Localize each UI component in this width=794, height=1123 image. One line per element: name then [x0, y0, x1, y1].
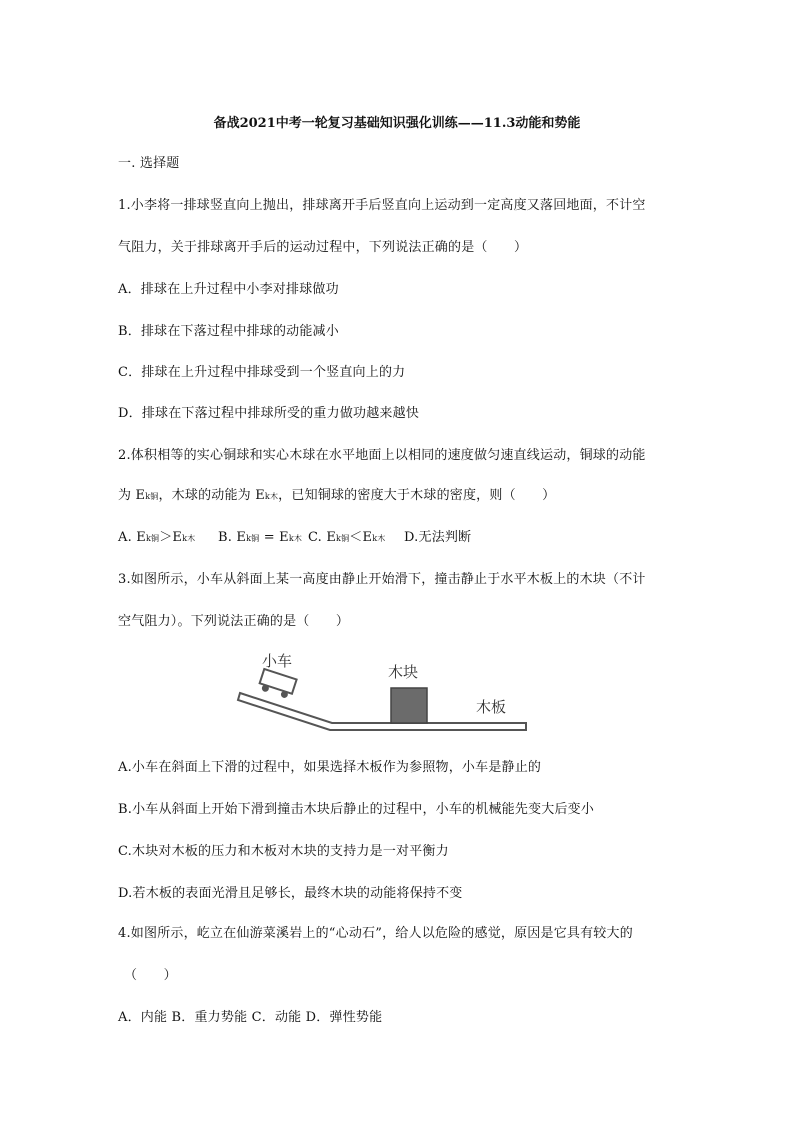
q3-option-c: C.木块对木板的压力和木板对木块的支持力是一对平衡力 [118, 844, 449, 859]
q2-subscript: k铜 [145, 492, 159, 501]
label-block: 木块 [388, 663, 419, 681]
q1-option-c: C．排球在上升过程中排球受到一个竖直向上的力 [118, 365, 406, 380]
q3-stem-line2: 空气阻力）。下列说法正确的是（ ） [118, 614, 350, 629]
q2-options [118, 526, 471, 545]
q3-option-b: B.小车从斜面上开始下滑到撞击木块后静止的过程中，小车的机械能先变大后变小 [118, 802, 595, 817]
q2-text: 为 E [118, 488, 146, 503]
q4-stem-line2: （ ） [124, 968, 177, 983]
cart-shape [258, 669, 297, 700]
q1-stem-line2: 气阻力，关于排球离开手后的运动过程中，下列说法正确的是（ ） [118, 240, 528, 255]
q3-stem-line1: 3.如图所示，小车从斜面上某一高度由静止开始滑下，撞击静止于水平木板上的木块（不计 [118, 572, 646, 587]
label-board: 木板 [476, 698, 507, 716]
q4-stem-line1: 4.如图所示，屹立在仙游菜溪岩上的“心动石”，给人以危险的感觉，原因是它具有较大的 [118, 926, 633, 941]
q1-option-d: D．排球在下落过程中排球所受的重力做功越来越快 [118, 406, 420, 421]
q2-stem-line2 [118, 484, 555, 503]
q2-option-d: D.无法判断 [404, 530, 472, 545]
q3-option-a: A.小车在斜面上下滑的过程中，如果选择木板作为参照物，小车是静止的 [118, 760, 542, 775]
q4-options: A．内能 B．重力势能 C．动能 D．弹性势能 [118, 1010, 383, 1025]
q1-option-a: A．排球在上升过程中小李对排球做功 [118, 282, 339, 297]
page-title: 备战2021中考一轮复习基础知识强化训练——11.3动能和势能 [213, 116, 581, 131]
q2-option-c: C. Ek铜＜Ek木 [308, 530, 386, 545]
q2-option-a: A. Ek铜＞Ek木 [118, 530, 196, 545]
q2-text: ，木球的动能为 E [158, 488, 265, 503]
wood-block [391, 688, 427, 723]
q2-text: ，已知铜球的密度大于木球的密度，则（ ） [278, 488, 556, 503]
q2-subscript: k木 [264, 492, 279, 501]
q2-option-b: B. Ek铜 = Ek木 [218, 530, 303, 545]
q2-stem-line1: 2.体积相等的实心铜球和实心木球在水平地面上以相同的速度做匀速直线运动，铜球的动能 [118, 448, 646, 463]
section-heading: 一. 选择题 [118, 156, 180, 171]
cart-incline-figure [236, 640, 536, 740]
q3-option-d: D.若木板的表面光滑且足够长，最终木块的动能将保持不变 [118, 886, 463, 901]
q1-option-b: B．排球在下落过程中排球的动能减小 [118, 324, 339, 339]
q1-stem-line1: 1.小李将一排球竖直向上抛出，排球离开手后竖直向上运动到一定高度又落回地面，不计空 [118, 198, 646, 213]
label-cart: 小车 [262, 652, 293, 670]
